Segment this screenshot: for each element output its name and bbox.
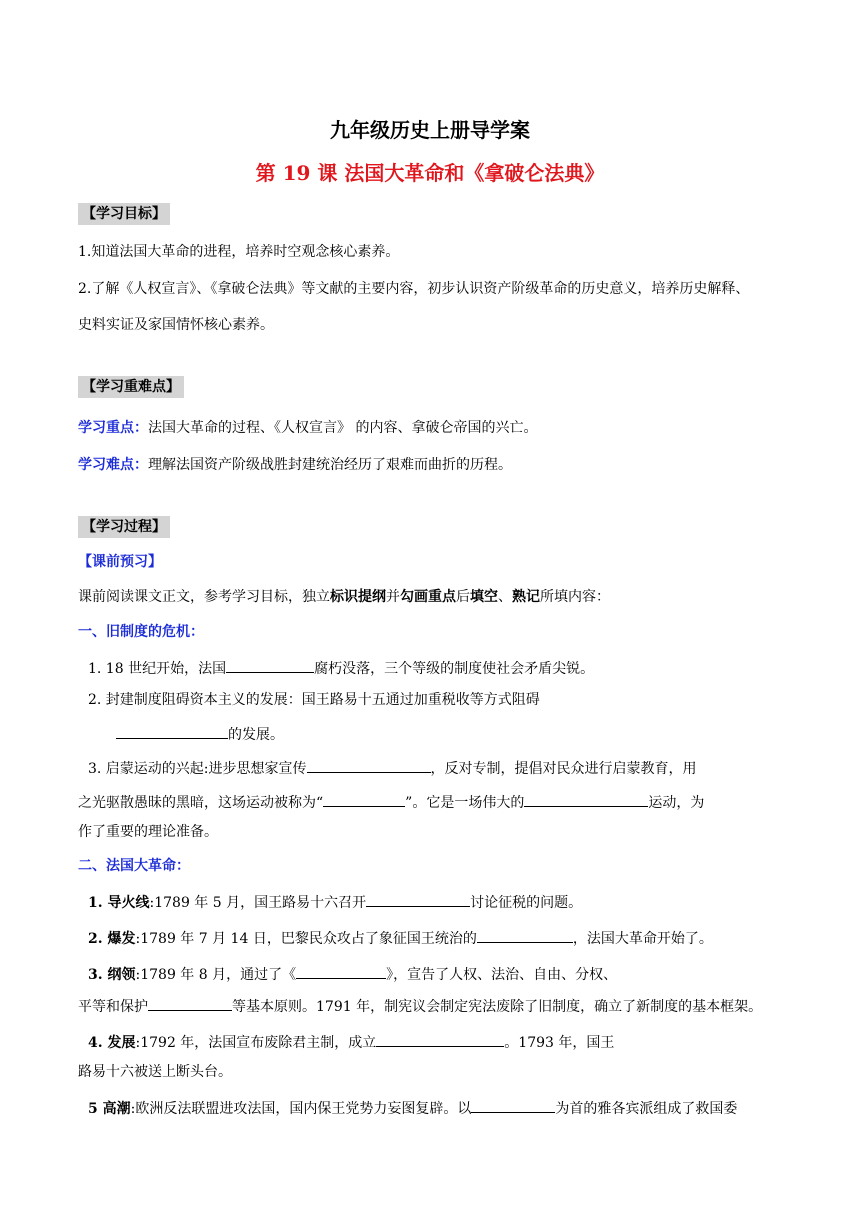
fill-blank[interactable]: [116, 722, 228, 739]
fill-blank[interactable]: [376, 1030, 504, 1047]
fill-blank[interactable]: [148, 994, 232, 1011]
difficulty-text: 理解法国资产阶级战胜封建统治经历了艰难而曲折的历程。: [148, 457, 512, 473]
fill-blank[interactable]: [323, 790, 405, 807]
fill-blank[interactable]: [524, 790, 648, 807]
fill-blank[interactable]: [477, 926, 573, 943]
section2-heading: 二、法国大革命：: [78, 858, 190, 874]
section2-item-3: 3. 纲领:1789 年 8 月，通过了《 》，宣告了人权、法治、自由、分权、: [88, 962, 617, 985]
fill-blank[interactable]: [307, 756, 431, 773]
key-points-tag: 【学习重难点】: [78, 376, 184, 398]
preview-label: 【课前预习】: [78, 554, 162, 570]
objective-item-1: 1.知道法国大革命的进程，培养时空观念核心素养。: [78, 244, 400, 260]
section1-item-2-cont: 的发展。: [116, 722, 284, 745]
focus-label: 学习重点：: [78, 420, 148, 436]
difficulty-line: [78, 455, 512, 475]
page-title: 九年级历史上册导学案: [330, 118, 530, 142]
section2-item-3-cont: 平等和保护 等基本原则。1791 年，制宪议会制定宪法废除了旧制度，确立了新制度的基本框架。: [78, 994, 762, 1017]
fill-blank[interactable]: [471, 1096, 555, 1113]
process-tag: 【学习过程】: [78, 516, 170, 538]
fill-blank[interactable]: [226, 656, 314, 673]
section1-item-2: 2. 封建制度阻碍资本主义的发展：国王路易十五通过加重税收等方式阻碍: [88, 692, 540, 708]
fill-blank[interactable]: [366, 890, 470, 907]
objective-item-2: 2.了解《人权宣言》、《拿破仑法典》等文献的主要内容，初步认识资产阶级革命的历史意义，培养历史解释、: [78, 281, 750, 297]
objectives-tag: 【学习目标】: [78, 203, 170, 225]
section1-item-3-end: 作了重要的理论准备。: [78, 824, 218, 840]
fill-blank[interactable]: [296, 962, 386, 979]
preview-instruction: 课前阅读课文正文，参考学习目标，独立标识提纲并勾画重点后填空、熟记所填内容：: [78, 589, 610, 605]
section1-item-1: 1. 18 世纪开始，法国 腐朽没落，三个等级的制度使社会矛盾尖锐。: [88, 656, 594, 679]
section2-item-4-cont: 路易十六被送上断头台。: [78, 1064, 232, 1080]
objective-item-2-cont: 史料实证及家国情怀核心素养。: [78, 317, 274, 333]
lesson-title: 第 19 课 法国大革命和《拿破仑法典》: [255, 161, 605, 185]
focus-line: [78, 418, 537, 438]
difficulty-label: 学习难点：: [78, 457, 148, 473]
section2-item-1: 1. 导火线:1789 年 5 月，国王路易十六召开 讨论征税的问题。: [88, 890, 582, 913]
section1-item-3-cont: 之光驱散愚昧的黑暗，这场运动被称为“ ”。它是一场伟大的 运动，为: [78, 790, 704, 813]
focus-text: 法国大革命的过程、《人权宣言》 的内容、拿破仑帝国的兴亡。: [148, 420, 538, 436]
section1-heading: 一、旧制度的危机：: [78, 624, 204, 640]
section1-item-3: 3. 启蒙运动的兴起:进步思想家宣传 ，反对专制，提倡对民众进行启蒙教育，用: [88, 756, 697, 779]
section2-item-5: 5 高潮:欧洲反法联盟进攻法国，国内保王党势力妄图复辟。以 为首的雅各宾派组成了救国委: [88, 1096, 737, 1119]
section2-item-4: 4. 发展:1792 年，法国宣布废除君主制，成立 。1793 年，国王: [88, 1030, 614, 1053]
section2-item-2: 2. 爆发:1789 年 7 月 14 日，巴黎民众攻占了象征国王统治的 ，法国大革命开始了。: [88, 926, 713, 949]
